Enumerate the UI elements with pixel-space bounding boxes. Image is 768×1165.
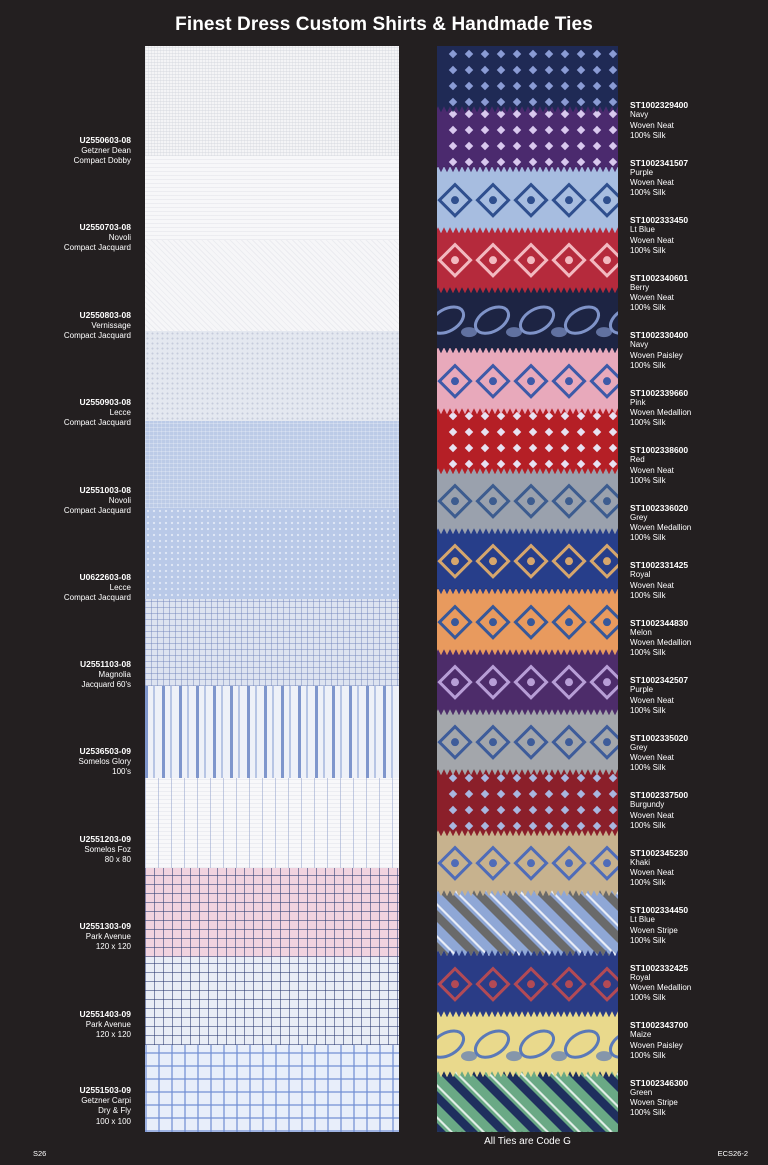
tie-swatch — [437, 408, 618, 474]
shirt-swatch — [145, 778, 399, 868]
tie-weave: Woven Stripe — [630, 925, 678, 935]
tie-weave: Woven Neat — [630, 868, 674, 878]
tie-weave: Woven Neat — [630, 120, 674, 130]
tie-label — [630, 1078, 688, 1119]
tie-code: ST1002341507 — [630, 157, 689, 168]
shirt-swatch — [145, 421, 399, 508]
tie-color: Red — [630, 455, 645, 465]
shirt-mill: Getzner Dean — [81, 145, 131, 155]
tie-label — [630, 215, 688, 256]
shirt-code: U2550903-08 — [79, 397, 131, 407]
tie-swatch — [437, 951, 618, 1017]
tie-label — [630, 848, 688, 889]
shirt-mill: Park Avenue — [85, 931, 131, 941]
tie-fabric: 100% Silk — [630, 130, 666, 140]
tie-fabric: 100% Silk — [630, 360, 666, 370]
shirt-code: U2536503-09 — [79, 746, 131, 756]
tie-swatch-column — [437, 46, 618, 1132]
shirt-swatch — [145, 599, 399, 686]
tie-weave: Woven Neat — [630, 695, 674, 705]
tie-weave: Woven Medallion — [630, 638, 692, 648]
tie-weave: Woven Medallion — [630, 523, 692, 533]
shirt-code: U2550603-08 — [79, 135, 131, 145]
tie-code: ST1002340601 — [630, 272, 689, 283]
shirt-label — [79, 746, 131, 778]
tie-label — [630, 330, 688, 371]
tie-swatch — [437, 1011, 618, 1077]
tie-code: ST1002334450 — [630, 905, 689, 915]
tie-swatch — [437, 589, 618, 655]
tie-swatch — [437, 167, 618, 233]
tie-fabric: 100% Silk — [630, 475, 666, 485]
tie-code: ST1002336020 — [630, 502, 689, 513]
shirt-mill: Somelos Foz — [84, 844, 131, 854]
tie-code: ST1002342507 — [630, 675, 689, 685]
shirt-weave: Compact Jacquard — [63, 243, 131, 252]
shirt-label — [64, 572, 131, 604]
tie-code: ST1002339660 — [630, 387, 689, 398]
tie-color: Royal — [630, 570, 651, 580]
shirt-label — [79, 1085, 131, 1127]
tie-code: ST1002331425 — [630, 560, 689, 570]
tie-swatch — [437, 348, 618, 414]
shirt-code: U2550803-08 — [79, 310, 131, 320]
shirt-weave: 80 x 80 — [104, 855, 131, 864]
shirt-swatch — [145, 46, 399, 156]
tie-swatch — [437, 106, 618, 172]
tie-label — [630, 388, 691, 429]
tie-swatch — [437, 770, 618, 836]
ties-code-note: All Ties are Code G — [484, 1136, 571, 1147]
shirt-label — [64, 485, 131, 517]
tie-fabric: 100% Silk — [630, 820, 666, 830]
shirt-code: U0622603-08 — [79, 572, 131, 582]
shirt-label — [64, 310, 131, 342]
tie-label — [630, 905, 688, 946]
shirt-code: U2551403-09 — [79, 1009, 131, 1019]
tie-fabric: 100% Silk — [630, 763, 666, 773]
tie-color: Green — [630, 1087, 653, 1097]
shirt-code: U2551003-08 — [79, 485, 131, 495]
shirt-label — [64, 397, 131, 429]
shirt-weave: Dry & Fly — [98, 1106, 131, 1115]
shirt-code: U2551303-09 — [79, 921, 131, 931]
shirt-weave: 120 x 120 — [95, 1030, 131, 1039]
tie-label — [630, 158, 688, 199]
shirt-swatch — [145, 868, 399, 957]
shirt-label — [80, 659, 131, 691]
tie-color: Purple — [630, 685, 654, 695]
tie-weave: Woven Neat — [630, 235, 674, 245]
tie-weave: Woven Stripe — [630, 1098, 678, 1108]
tie-fabric: 100% Silk — [630, 188, 666, 198]
page-number-right: ECS26-2 — [717, 1149, 748, 1158]
tie-swatch — [437, 46, 618, 112]
tie-color: Navy — [630, 110, 649, 120]
tie-weave: Woven Neat — [630, 810, 674, 820]
tie-weave: Woven Paisley — [630, 1040, 683, 1050]
tie-fabric: 100% Silk — [630, 935, 666, 945]
shirt-label — [79, 834, 131, 866]
tie-swatch — [437, 1071, 618, 1132]
tie-color: Berry — [630, 282, 650, 292]
tie-color: Khaki — [630, 857, 651, 867]
tie-weave: Woven Neat — [630, 178, 674, 188]
shirt-code: U2551203-09 — [79, 834, 131, 844]
shirt-mill: Lecce — [109, 407, 131, 417]
shirt-mill: Lecce — [109, 582, 131, 592]
tie-code: ST1002329400 — [630, 100, 689, 110]
tie-label — [630, 733, 688, 774]
tie-weave: Woven Neat — [630, 580, 674, 590]
tie-code: ST1002333450 — [630, 215, 689, 225]
shirt-swatch — [145, 686, 399, 778]
tie-label — [630, 445, 688, 486]
tie-color: Royal — [630, 972, 651, 982]
tie-color: Grey — [630, 742, 648, 752]
shirt-count: 100 x 100 — [95, 1116, 131, 1126]
tie-code: ST1002337500 — [630, 790, 689, 800]
tie-color: Lt Blue — [630, 915, 655, 925]
tie-code: ST1002332425 — [630, 962, 689, 973]
tie-fabric: 100% Silk — [630, 878, 666, 888]
tie-fabric: 100% Silk — [630, 993, 666, 1003]
shirt-mill: Novoli — [108, 232, 131, 242]
shirt-weave: Compact Jacquard — [63, 506, 131, 515]
shirt-weave: 120 x 120 — [95, 942, 131, 951]
shirt-weave: Compact Jacquard — [63, 418, 131, 427]
shirt-swatch — [145, 957, 399, 1045]
tie-fabric: 100% Silk — [630, 303, 666, 313]
shirt-label — [79, 1009, 131, 1041]
shirt-mill: Vernissage — [91, 320, 131, 330]
tie-fabric: 100% Silk — [630, 705, 666, 715]
shirt-mill: Magnolia — [98, 669, 131, 679]
tie-swatch — [437, 468, 618, 534]
tie-label — [630, 273, 688, 314]
tie-swatch — [437, 528, 618, 594]
shirt-label — [64, 222, 131, 254]
tie-weave: Woven Neat — [630, 293, 674, 303]
tie-color: Purple — [630, 167, 654, 177]
shirt-weave: Compact Dobby — [73, 156, 131, 165]
shirt-code: U2551103-08 — [79, 659, 131, 669]
tie-code: ST1002335020 — [630, 732, 689, 743]
tie-fabric: 100% Silk — [630, 418, 666, 428]
tie-label — [630, 618, 691, 659]
tie-fabric: 100% Silk — [630, 648, 666, 658]
tie-code: ST1002343700 — [630, 1020, 689, 1030]
tie-label — [630, 963, 691, 1004]
tie-code: ST1002344830 — [630, 617, 689, 628]
tie-fabric: 100% Silk — [630, 1108, 666, 1118]
tie-weave: Woven Medallion — [630, 408, 692, 418]
tie-color: Pink — [630, 397, 646, 407]
shirt-weave: Compact Jacquard — [63, 593, 131, 602]
shirt-mill: Getzner Carpi — [81, 1095, 131, 1105]
tie-code: ST1002345230 — [630, 847, 689, 858]
tie-label — [630, 790, 688, 831]
tie-swatch — [437, 287, 618, 353]
tie-color: Navy — [630, 340, 649, 350]
shirt-weave: 100's — [112, 767, 131, 776]
tie-color: Melon — [630, 627, 652, 637]
page-number-left: S26 — [33, 1149, 47, 1158]
tie-fabric: 100% Silk — [630, 1050, 666, 1060]
shirt-swatch — [145, 331, 399, 421]
shirt-swatch-column — [145, 46, 399, 1132]
tie-fabric: 100% Silk — [630, 533, 666, 543]
tie-swatch — [437, 709, 618, 775]
tie-label — [630, 503, 691, 544]
shirt-code: U2550703-08 — [79, 222, 131, 232]
tie-color: Lt Blue — [630, 225, 655, 235]
tie-color: Grey — [630, 512, 648, 522]
page-title: Finest Dress Custom Shirts & Handmade Ties — [175, 14, 593, 35]
tie-weave: Woven Paisley — [630, 350, 683, 360]
tie-code: ST1002338600 — [630, 445, 689, 455]
shirt-swatch — [145, 156, 399, 240]
shirt-swatch — [145, 1045, 399, 1132]
tie-weave: Woven Medallion — [630, 983, 692, 993]
tie-color: Burgundy — [630, 800, 665, 810]
shirt-swatch — [145, 240, 399, 331]
tie-swatch — [437, 649, 618, 715]
tie-code: ST1002330400 — [630, 330, 689, 340]
tie-label — [630, 100, 688, 141]
shirt-label — [74, 135, 131, 167]
shirt-mill: Novoli — [108, 495, 131, 505]
tie-swatch — [437, 227, 618, 293]
tie-code: ST1002346300 — [630, 1077, 689, 1088]
tie-label — [630, 675, 688, 716]
shirt-weave: Jacquard 60's — [81, 680, 131, 689]
shirt-weave: Compact Jacquard — [63, 331, 131, 340]
tie-fabric: 100% Silk — [630, 590, 666, 600]
shirt-mill: Park Avenue — [85, 1019, 131, 1029]
tie-swatch — [437, 890, 618, 956]
shirt-mill: Somelos Glory — [78, 756, 131, 766]
tie-fabric: 100% Silk — [630, 245, 666, 255]
tie-color: Maize — [630, 1030, 652, 1040]
tie-label — [630, 560, 688, 601]
tie-label — [630, 1020, 688, 1061]
tie-weave: Woven Neat — [630, 753, 674, 763]
tie-swatch — [437, 830, 618, 896]
shirt-label — [79, 921, 131, 953]
shirt-swatch — [145, 508, 399, 599]
tie-weave: Woven Neat — [630, 465, 674, 475]
shirt-code: U2551503-09 — [79, 1085, 131, 1095]
